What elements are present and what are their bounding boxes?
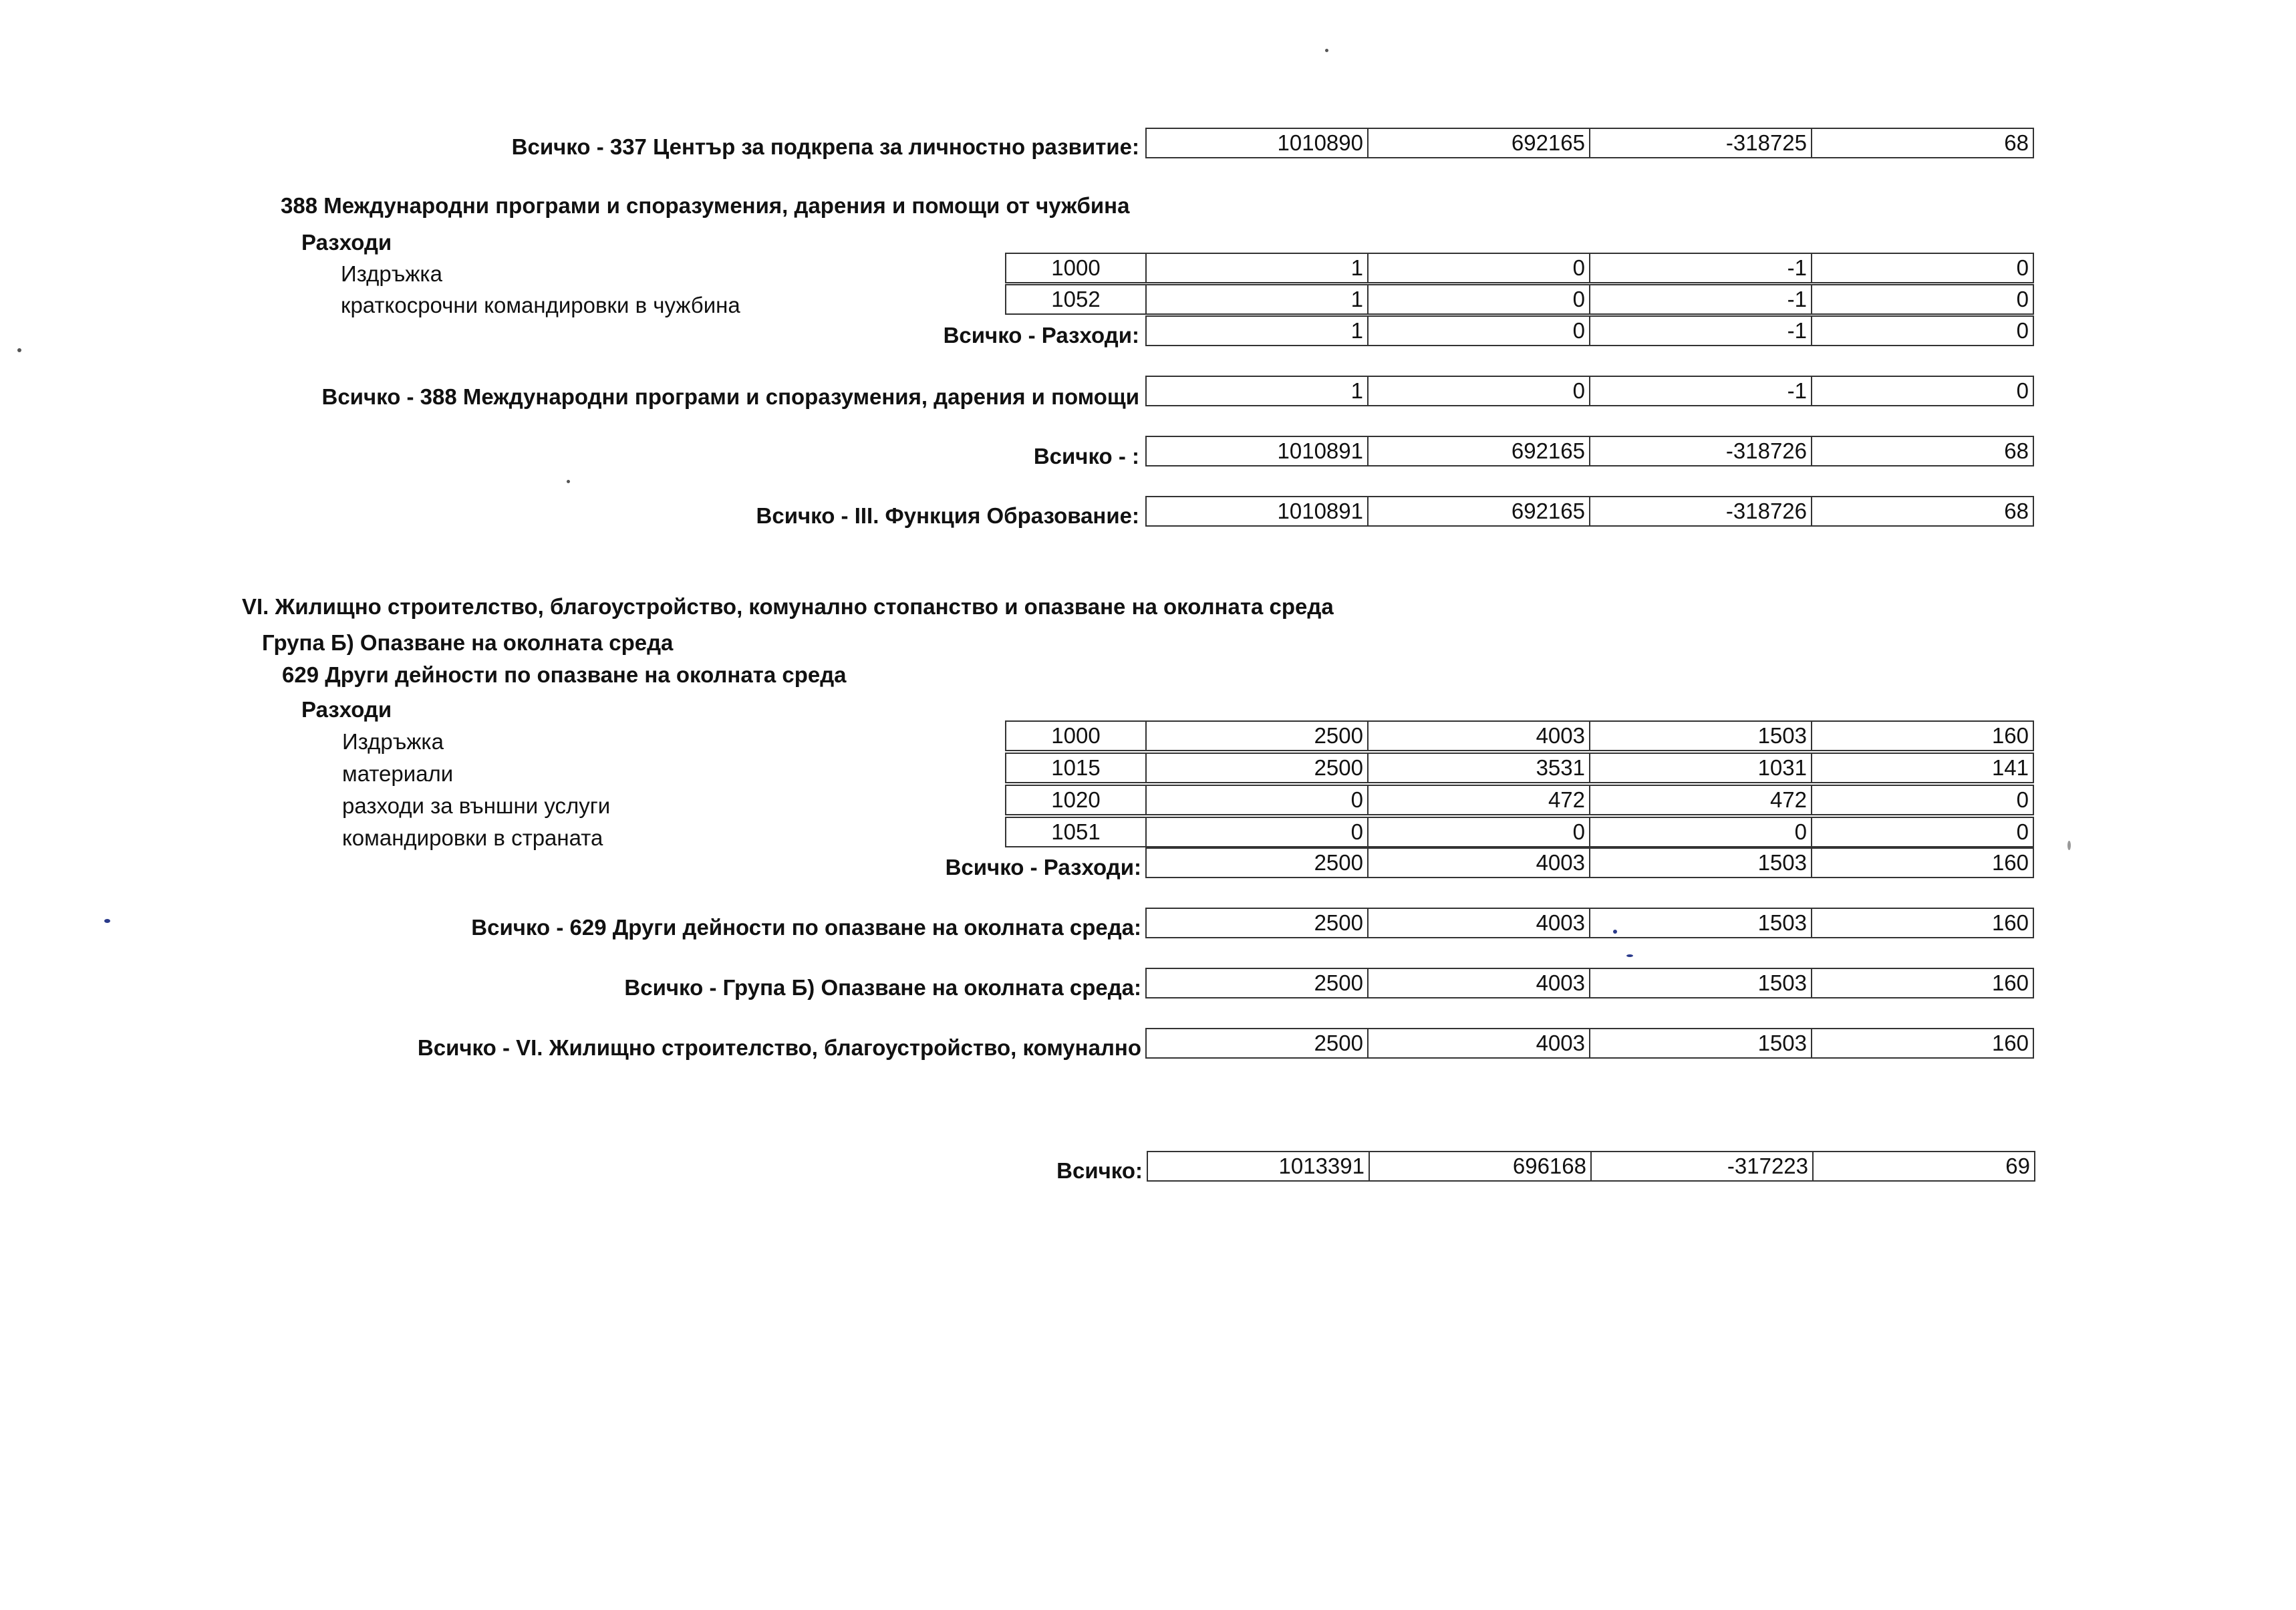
total-value-actual: 692165 <box>1367 496 1590 527</box>
total-value-percent: 160 <box>1811 847 2034 878</box>
total-value-percent: 68 <box>1811 496 2034 527</box>
total-value-percent: 68 <box>1811 128 2034 158</box>
total-label: Всичко - : <box>1033 444 1139 468</box>
scan-speck <box>1325 49 1328 52</box>
expense-item-value-percent: 160 <box>1811 720 2034 751</box>
total-value-actual: 4003 <box>1367 908 1590 938</box>
total-value-plan: 1 <box>1145 376 1369 406</box>
section-heading: 388 Международни програми и споразумения, дарения и помощи от чужбина <box>281 193 1130 218</box>
total-value-percent: 160 <box>1811 908 2034 938</box>
total-value-actual: 692165 <box>1367 128 1590 158</box>
expense-item-value-actual: 0 <box>1367 253 1590 283</box>
expense-item-value-actual: 0 <box>1367 817 1590 847</box>
total-value-actual: 4003 <box>1367 968 1590 998</box>
expense-item-value-plan: 2500 <box>1145 753 1369 783</box>
total-value-difference: 1503 <box>1589 1028 1812 1059</box>
section-heading: Група Б) Опазване на околната среда <box>262 630 674 655</box>
expense-item-value-difference: -1 <box>1589 253 1812 283</box>
expense-item-value-actual: 3531 <box>1367 753 1590 783</box>
expense-item-value-difference: 0 <box>1589 817 1812 847</box>
total-value-actual: 0 <box>1367 376 1590 406</box>
total-value-difference: 1503 <box>1589 968 1812 998</box>
total-value-plan: 1010891 <box>1145 496 1369 527</box>
total-label: Всичко - Група Б) Опазване на околната среда: <box>624 975 1141 1000</box>
total-value-difference: -318726 <box>1589 496 1812 527</box>
expense-item-value-plan: 2500 <box>1145 720 1369 751</box>
expense-item-value-actual: 0 <box>1367 284 1590 315</box>
expense-item-value-percent: 0 <box>1811 284 2034 315</box>
expense-item-code: 1052 <box>1005 284 1147 315</box>
expense-item-value-difference: 1031 <box>1589 753 1812 783</box>
section-heading: 629 Други дейности по опазване на околната среда <box>282 662 847 687</box>
total-label: Всичко - 388 Международни програми и споразумения, дарения и помощи <box>321 384 1139 409</box>
expense-item-label: разходи за външни услуги <box>342 793 611 818</box>
grand-total-value-percent: 69 <box>1812 1151 2035 1182</box>
expense-item-value-actual: 472 <box>1367 785 1590 815</box>
total-label: Всичко - 629 Други дейности по опазване на околната среда: <box>471 915 1141 940</box>
scan-speck <box>567 480 570 483</box>
expense-item-value-difference: 472 <box>1589 785 1812 815</box>
scan-speck <box>1626 954 1633 957</box>
expense-item-code: 1000 <box>1005 720 1147 751</box>
scan-speck <box>104 919 110 923</box>
total-value-plan: 1010891 <box>1145 436 1369 466</box>
expense-item-label: командировки в страната <box>342 825 603 850</box>
grand-total-value-difference: -317223 <box>1590 1151 1814 1182</box>
total-value-plan: 2500 <box>1145 908 1369 938</box>
expense-item-value-plan: 0 <box>1145 817 1369 847</box>
scan-speck <box>17 348 21 352</box>
expense-item-value-actual: 4003 <box>1367 720 1590 751</box>
total-label: Всичко - Разходи: <box>945 855 1141 880</box>
total-value-actual: 692165 <box>1367 436 1590 466</box>
expense-item-value-difference: -1 <box>1589 284 1812 315</box>
total-value-percent: 68 <box>1811 436 2034 466</box>
total-value-actual: 4003 <box>1367 1028 1590 1059</box>
total-value-plan: 2500 <box>1145 968 1369 998</box>
expense-item-label: Издръжка <box>342 729 444 754</box>
total-value-difference: -318725 <box>1589 128 1812 158</box>
expense-item-code: 1000 <box>1005 253 1147 283</box>
section-subheading: Разходи <box>301 697 392 722</box>
total-value-percent: 160 <box>1811 1028 2034 1059</box>
total-value-difference: -318726 <box>1589 436 1812 466</box>
expense-item-label: материали <box>342 761 454 786</box>
expense-item-value-plan: 1 <box>1145 284 1369 315</box>
expense-item-code: 1015 <box>1005 753 1147 783</box>
grand-total-value-plan: 1013391 <box>1147 1151 1370 1182</box>
total-value-difference: -1 <box>1589 315 1812 346</box>
scan-speck <box>1613 930 1617 934</box>
total-value-plan: 2500 <box>1145 847 1369 878</box>
section-subheading: Разходи <box>301 230 392 255</box>
expense-item-value-difference: 1503 <box>1589 720 1812 751</box>
total-value-plan: 1010890 <box>1145 128 1369 158</box>
total-value-actual: 0 <box>1367 315 1590 346</box>
total-label: Всичко - III. Функция Образование: <box>756 503 1139 528</box>
expense-item-value-percent: 0 <box>1811 817 2034 847</box>
total-value-plan: 2500 <box>1145 1028 1369 1059</box>
total-label: Всичко - 337 Център за подкрепа за личностно развитие: <box>511 134 1139 159</box>
total-value-difference: -1 <box>1589 376 1812 406</box>
grand-total-label: Всичко: <box>1056 1158 1143 1183</box>
expense-item-code: 1020 <box>1005 785 1147 815</box>
total-value-percent: 160 <box>1811 968 2034 998</box>
total-label: Всичко - VI. Жилищно строителство, благоустройство, комунално <box>417 1035 1141 1060</box>
expense-item-label: краткосрочни командировки в чужбина <box>341 293 740 317</box>
total-label: Всичко - Разходи: <box>943 323 1139 348</box>
scan-speck <box>2067 841 2071 850</box>
expense-item-value-percent: 141 <box>1811 753 2034 783</box>
total-value-difference: 1503 <box>1589 847 1812 878</box>
total-value-percent: 0 <box>1811 376 2034 406</box>
total-value-plan: 1 <box>1145 315 1369 346</box>
expense-item-label: Издръжка <box>341 261 442 286</box>
expense-item-value-plan: 0 <box>1145 785 1369 815</box>
grand-total-value-actual: 696168 <box>1369 1151 1592 1182</box>
total-value-percent: 0 <box>1811 315 2034 346</box>
expense-item-value-plan: 1 <box>1145 253 1369 283</box>
total-value-actual: 4003 <box>1367 847 1590 878</box>
section-heading: VI. Жилищно строителство, благоустройство, комунално стопанство и опазване на околната среда <box>242 594 1334 619</box>
expense-item-code: 1051 <box>1005 817 1147 847</box>
total-value-difference: 1503 <box>1589 908 1812 938</box>
expense-item-value-percent: 0 <box>1811 785 2034 815</box>
expense-item-value-percent: 0 <box>1811 253 2034 283</box>
